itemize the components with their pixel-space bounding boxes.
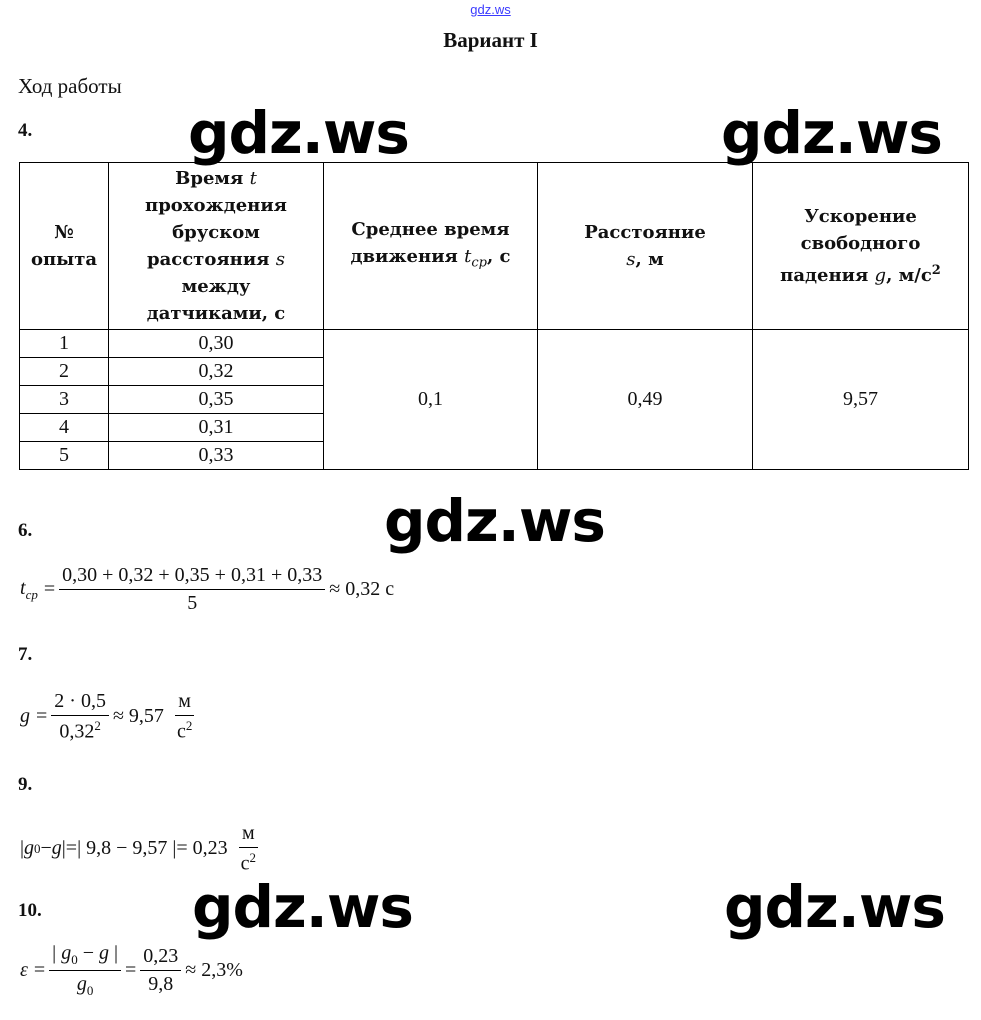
- table-row: [20, 330, 969, 358]
- time-cell: 0,31: [109, 414, 324, 442]
- step-6-label: 6.: [18, 520, 33, 541]
- step-10-label: 10.: [18, 900, 42, 921]
- experiment-number-cell: 1: [20, 330, 109, 358]
- experiment-number-cell: 5: [20, 442, 109, 470]
- experiment-number-cell: 3: [20, 386, 109, 414]
- header-passage-time: Время t прохождения бруском расстояния s между датчиками, с: [109, 163, 324, 330]
- formula-average-time: $t_{ср}$ = $\frac{0,30 + 0,32 + 0,35 + 0,31 + 0,33}{5}$ ≈ 0,32 с: [20, 564, 395, 614]
- table-header-row: [20, 163, 969, 330]
- formula-gravity: g = $\frac{2 \cdot 0,5}{0,32^2}$ ≈ 9,57 $\frac{м}{с^2}$: [20, 690, 199, 744]
- header-distance: Расстояние s, м: [538, 163, 753, 330]
- unit-fraction: $\frac{м}{с^2}$: [176, 690, 193, 743]
- experiment-number-cell: 4: [20, 414, 109, 442]
- watermark-text: gdz.ws: [724, 873, 945, 941]
- fraction: $\frac{2 \cdot 0,5}{0,32^2}$: [51, 690, 109, 744]
- time-cell: 0,32: [109, 358, 324, 386]
- time-cell: 0,30: [109, 330, 324, 358]
- experiment-number-cell: 2: [20, 358, 109, 386]
- fraction: $\frac{| g_0 - g |}{g_0}$: [49, 942, 121, 999]
- distance-cell: 0,49: [538, 330, 753, 470]
- time-cell: 0,35: [109, 386, 324, 414]
- step-4-label: 4.: [18, 120, 33, 141]
- watermark-text: gdz.ws: [721, 99, 942, 167]
- step-7-label: 7.: [18, 644, 33, 665]
- fraction: $\frac{0,23}{9,8}$: [140, 945, 181, 996]
- formula-absolute-error: | g 0 − g |=| 9,8 − 9,57 |= 0,23 $\frac{м}{с^2}$: [20, 822, 263, 876]
- header-average-time: Среднее время движения $t_{ср}$, с: [324, 163, 538, 330]
- fraction: $\frac{0,30 + 0,32 + 0,35 + 0,31 + 0,33}{5}$: [59, 564, 325, 615]
- header-experiment-number: № опыта: [20, 163, 109, 330]
- variant-title: Вариант I: [443, 28, 538, 52]
- average-time-cell: 0,1: [324, 330, 538, 470]
- unit-fraction: $\frac{м}{с^2}$: [240, 822, 257, 875]
- header-acceleration: Ускорение свободного падения g, $м/с^2$: [753, 163, 969, 330]
- results-table: [19, 162, 969, 470]
- watermark-text: gdz.ws: [384, 487, 605, 555]
- watermark-text: gdz.ws: [188, 99, 409, 167]
- site-link[interactable]: gdz.ws: [470, 2, 511, 17]
- time-cell: 0,33: [109, 442, 324, 470]
- formula-relative-error: ε = $\frac{| g_0 - g |}{g_0}$ = $\frac{0,23}{9,8}$ ≈ 2,3%: [20, 942, 243, 998]
- section-heading: Ход работы: [18, 74, 122, 98]
- step-9-label: 9.: [18, 774, 33, 795]
- acceleration-cell: 9,57: [753, 330, 969, 470]
- watermark-text: gdz.ws: [192, 873, 413, 941]
